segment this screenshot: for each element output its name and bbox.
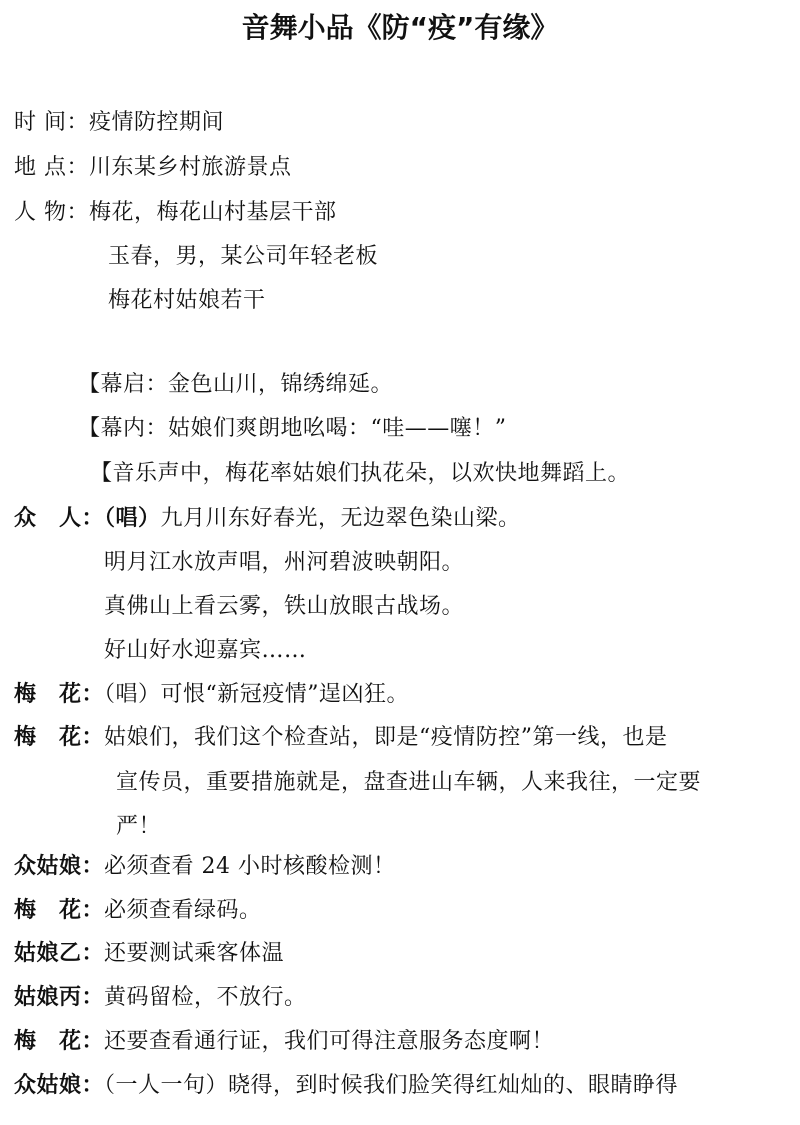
singing-tag: （唱）: [104, 506, 161, 531]
dialogue-line: [14, 983, 307, 1013]
dialogue-text: 九月川东好春光，无边翠色染山梁。: [160, 506, 521, 531]
dialogue-line: [14, 723, 668, 753]
info-people-line-2: 玉春，男，某公司年轻老板: [108, 244, 379, 269]
info-place: 地 点：川东某乡村旅游景点: [14, 155, 292, 180]
speaker-label: 梅 花：: [14, 725, 105, 750]
speaker-label: 姑娘乙：: [14, 941, 105, 966]
dialogue-text: 黄码留检，不放行。: [104, 985, 307, 1010]
dialogue-text: 必须查看绿码。: [104, 898, 262, 923]
dialogue-line: [14, 1071, 678, 1101]
dialogue-continuation: 真佛山上看云雾，铁山放眼古战场。: [104, 594, 465, 619]
dialogue-text: （一人一句）晓得，到时候我们脸笑得红灿灿的、眼睛睁得: [104, 1073, 679, 1098]
dialogue-text: 还要查看通行证，我们可得注意服务态度啊！: [104, 1029, 555, 1054]
dialogue-line: [14, 1027, 554, 1057]
dialogue-continuation: 明月江水放声唱，州河碧波映朝阳。: [104, 550, 465, 575]
dialogue-line: [14, 939, 284, 969]
dialogue-text: 姑娘们，我们这个检查站，即是“疫情防控”第一线，也是: [104, 725, 668, 750]
dialogue-line: [14, 896, 262, 926]
dialogue-continuation: 严！: [116, 814, 162, 839]
speaker-label: 众姑娘：: [14, 854, 105, 879]
dialogue-continuation: 宣传员，重要措施就是，盘查进山车辆，人来我往，一定要: [116, 770, 702, 795]
speaker-label: 众姑娘：: [14, 1073, 105, 1098]
stage-direction-3: 【音乐声中，梅花率姑娘们执花朵，以欢快地舞蹈上。: [90, 461, 631, 486]
dialogue-continuation: 好山好水迎嘉宾……: [104, 638, 307, 663]
dialogue-text: 必须查看 24 小时核酸检测！: [104, 854, 396, 879]
dialogue-text: （唱）可恨“新冠疫情”逞凶狂。: [104, 682, 410, 707]
info-people: 人 物：梅花，梅花山村基层干部: [14, 200, 337, 225]
dialogue-text: 还要测试乘客体温: [104, 941, 285, 966]
dialogue-line: [14, 680, 409, 710]
speaker-label: 梅 花：: [14, 682, 105, 707]
document-title: 音舞小品《防“疫”有缘》: [241, 11, 559, 44]
stage-direction-1: 【幕启：金色山川，锦绣绵延。: [78, 372, 394, 397]
dialogue-line: [14, 504, 521, 534]
dialogue-line: [14, 852, 396, 882]
speaker-label: 众 人：: [14, 506, 105, 531]
info-time: 时 间：疫情防控期间: [14, 110, 224, 135]
info-people-line-3: 梅花村姑娘若干: [108, 288, 266, 313]
speaker-label: 姑娘丙：: [14, 985, 105, 1010]
speaker-label: 梅 花：: [14, 1029, 105, 1054]
stage-direction-2: 【幕内：姑娘们爽朗地吆喝：“哇——噻！”: [78, 416, 507, 441]
speaker-label: 梅 花：: [14, 898, 105, 923]
